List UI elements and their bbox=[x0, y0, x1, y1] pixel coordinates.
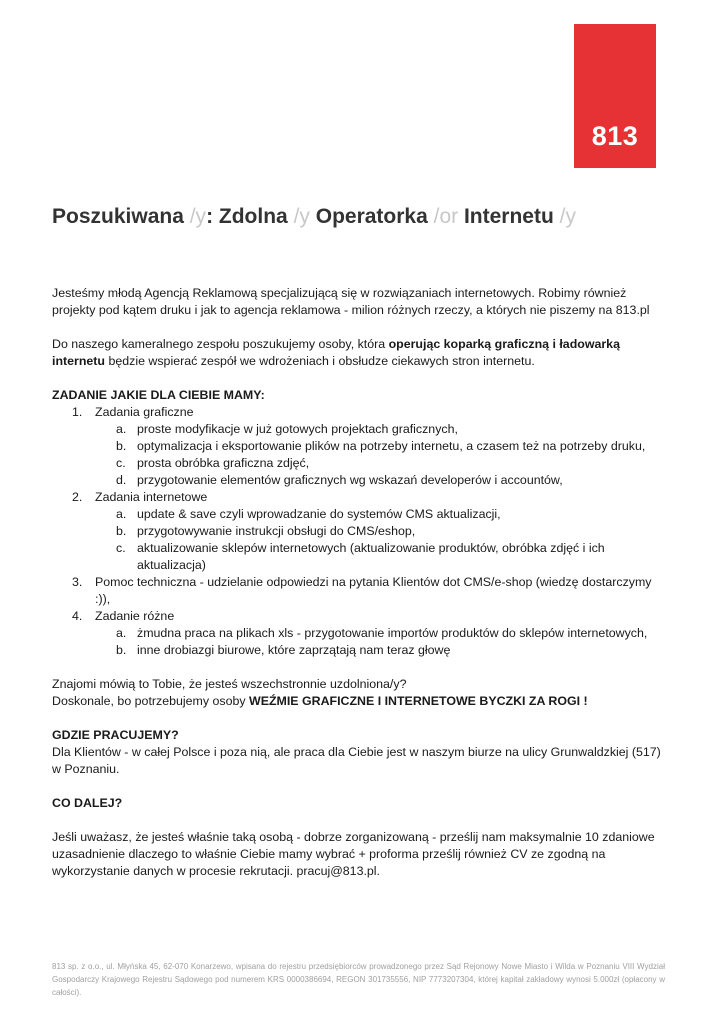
logo-text: 813 bbox=[591, 121, 639, 151]
title-separator: /or bbox=[433, 205, 459, 228]
task-item bbox=[52, 489, 664, 506]
title-word: Internetu bbox=[458, 205, 560, 228]
friends-line-1: Znajomi mówią to Tobie, że jesteś wszechstronnie uzdolniona/y? bbox=[52, 677, 407, 691]
friends-text-start: Doskonale, bo potrzebujemy osoby bbox=[52, 694, 249, 708]
team-text-bold: operując koparką graficzną i ładowarką internetu bbox=[52, 337, 620, 368]
subtask-text: update & save czyli wprowadzanie do systemów CMS aktualizacji, bbox=[137, 507, 501, 521]
task-number: 2. bbox=[72, 490, 83, 504]
task-subitem bbox=[52, 506, 664, 523]
team-paragraph bbox=[52, 336, 664, 370]
task-label: Zadania graficzne bbox=[95, 405, 194, 419]
task-subitem bbox=[52, 421, 664, 438]
intro-paragraph: Jesteśmy młodą Agencją Reklamową specjalizującą się w rozwiązaniach internetowych. Robimy również projekty pod kątem druku i jak to agencja reklamowa - milion różnych rzeczy, a których nie piszemy na 813.pl bbox=[52, 286, 650, 317]
where-text: Dla Klientów - w całej Polsce i poza nią, ale praca dla Ciebie jest w naszym biurze na ulicy Grunwaldzkiej (517) w Poznaniu. bbox=[52, 745, 661, 776]
subtask-letter: b. bbox=[116, 439, 127, 453]
friends-line-2 bbox=[52, 693, 664, 710]
subtask-letter: a. bbox=[116, 422, 127, 436]
title-separator: /y bbox=[189, 205, 207, 228]
task-number: 3. bbox=[72, 575, 83, 589]
subtask-letter: a. bbox=[116, 626, 127, 640]
title-word: Operatorka bbox=[309, 205, 434, 228]
subtask-text: inne drobiazgi biurowe, które zaprzątają nam teraz głowę bbox=[137, 643, 451, 657]
subtask-text: przygotowywanie instrukcji obsługi do CMS/eshop, bbox=[137, 524, 416, 538]
subtask-text: optymalizacja i eksportowanie plików na potrzeby internetu, a czasem też na potrzeby druku, bbox=[137, 439, 646, 453]
task-label: Zadania internetowe bbox=[95, 490, 208, 504]
title-separator: /y bbox=[293, 205, 310, 228]
friends-text-bold: WEŹMIE GRAFICZNE I INTERNETOWE BYCZKI ZA ROGI ! bbox=[249, 694, 588, 708]
task-subitem bbox=[52, 642, 664, 659]
task-subitem bbox=[52, 625, 664, 642]
company-logo bbox=[574, 24, 656, 168]
subtask-letter: a. bbox=[116, 507, 127, 521]
subtask-letter: b. bbox=[116, 524, 127, 538]
legal-footer: 813 sp. z o.o., ul. Młyńska 45, 62-070 Konarzewo, wpisana do rejestru przedsiębiorców prowadzonego przez Sąd Rejonowy Nowe Miasto i Wilda w Poznaniu VIII Wydział Gospodarczy Krajowego Rejestru Sądowego pod numerem KRS 0000386694, REGON 301735556, NIP 7773207304, której kapitał zakładowy wynosi 5.000zł (opłacony w całości). bbox=[52, 962, 665, 997]
task-number: 1. bbox=[72, 405, 83, 419]
task-label: Zadanie różne bbox=[95, 609, 175, 623]
subtask-letter: b. bbox=[116, 643, 127, 657]
subtask-text: proste modyfikacje w już gotowych projektach graficznych, bbox=[137, 422, 458, 436]
subtask-text: żmudna praca na plikach xls - przygotowanie importów produktów do sklepów internetowych, bbox=[137, 626, 648, 640]
task-subitem bbox=[52, 438, 664, 455]
subtask-text: aktualizowanie sklepów internetowych (aktualizowanie produktów, obróbka zdjęć i ich aktualizacja) bbox=[137, 541, 605, 572]
next-heading: CO DALEJ? bbox=[52, 796, 123, 810]
team-text-end: będzie wspierać zespół we wdrożeniach i obsłudze ciekawych stron internetu. bbox=[105, 354, 535, 368]
document-body bbox=[52, 285, 664, 880]
task-list bbox=[52, 404, 664, 659]
tasks-heading: ZADANIE JAKIE DLA CIEBIE MAMY: bbox=[52, 388, 265, 402]
task-subitem bbox=[52, 455, 664, 472]
subtask-letter: c. bbox=[116, 541, 126, 555]
next-text: Jeśli uważasz, że jesteś właśnie taką osobą - dobrze zorganizowaną - prześlij nam maksymalnie 10 zdaniowe uzasadnienie dlaczego to właśnie Ciebie mamy wybrać + proforma prześlij również CV ze zgodną na wykorzystanie danych w procesie rekrutacji. pracuj@813.pl. bbox=[52, 830, 655, 878]
title-word: : Zdolna bbox=[206, 205, 294, 228]
subtask-letter: c. bbox=[116, 456, 126, 470]
task-subitem bbox=[52, 472, 664, 489]
title-word: Poszukiwana bbox=[52, 205, 190, 228]
title-separator: /y bbox=[559, 205, 576, 228]
where-heading: GDZIE PRACUJEMY? bbox=[52, 728, 179, 742]
task-subitem bbox=[52, 523, 664, 540]
task-subitem bbox=[52, 540, 664, 574]
task-label: Pomoc techniczna - udzielanie odpowiedzi na pytania Klientów dot CMS/e-shop (wiedzę dostarczymy :)), bbox=[95, 575, 652, 606]
task-item bbox=[52, 608, 664, 625]
task-number: 4. bbox=[72, 609, 83, 623]
task-item bbox=[52, 404, 664, 421]
subtask-text: prosta obróbka graficzna zdjęć, bbox=[137, 456, 310, 470]
subtask-text: przygotowanie elementów graficznych wg wskazań developerów i accountów, bbox=[137, 473, 563, 487]
task-item bbox=[52, 574, 664, 608]
page-title bbox=[52, 205, 576, 229]
subtask-letter: d. bbox=[116, 473, 127, 487]
team-text-start: Do naszego kameralnego zespołu poszukujemy osoby, która bbox=[52, 337, 389, 351]
